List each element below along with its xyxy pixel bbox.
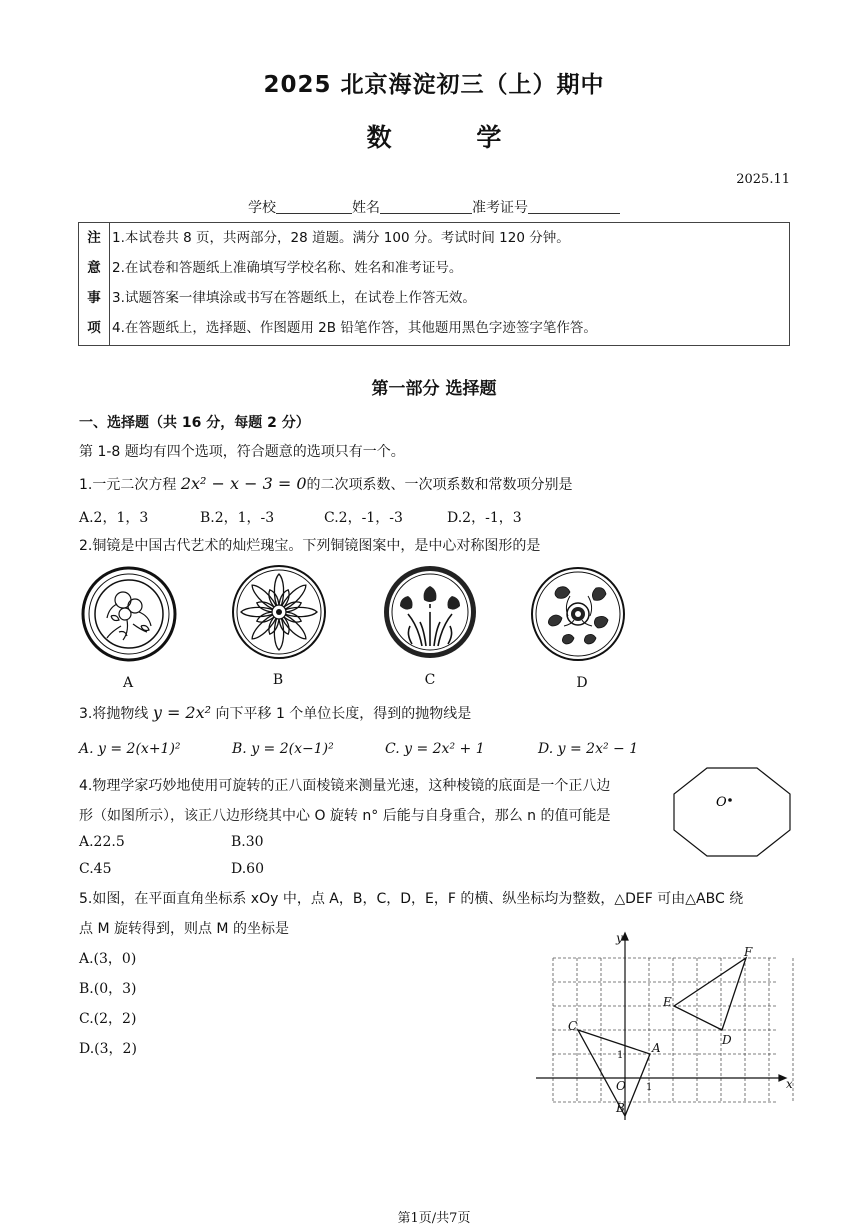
note-item: 2.在试卷和答题纸上准确填写学校名称、姓名和准考证号。 xyxy=(112,260,463,276)
y-unit-label: 1 xyxy=(617,1050,624,1061)
q4-option-d[interactable]: D.60 xyxy=(231,861,264,877)
point-c-label: C xyxy=(568,1019,578,1033)
q5-option-b[interactable]: B.(0，3) xyxy=(79,981,137,997)
point-f-label: F xyxy=(744,945,753,959)
y-axis-label: y xyxy=(616,931,623,945)
notes-side-char: 项 xyxy=(87,320,101,336)
page-footer: 第1页/共7页 xyxy=(397,1211,471,1226)
notes-body xyxy=(110,223,790,346)
q1-suffix: 的二次项系数、一次项系数和常数项分别是 xyxy=(306,477,573,493)
q1-option-c[interactable]: C.2，-1，-3 xyxy=(324,510,403,526)
point-d-label: D xyxy=(722,1033,732,1047)
section-note: 第 1-8 题均有四个选项，符合题意的选项只有一个。 xyxy=(79,444,405,460)
x-unit-label: 1 xyxy=(646,1082,653,1093)
octagon-center-label: O xyxy=(716,795,727,810)
q5-option-d[interactable]: D.(3，2) xyxy=(79,1041,137,1057)
mirror-a-image[interactable] xyxy=(81,566,177,662)
q1-option-d[interactable]: D.2，-1，3 xyxy=(447,510,522,526)
part-title: 第一部分 选择题 xyxy=(371,379,497,399)
q3-option-d[interactable]: D. y = 2x² − 1 xyxy=(538,741,639,757)
coordinate-grid-figure xyxy=(536,930,792,1122)
question-5-line-2: 点 M 旋转得到，则点 M 的坐标是 xyxy=(79,921,289,937)
note-item: 1.本试卷共 8 页，共两部分，28 道题。满分 100 分。考试时间 120 分钟。 xyxy=(112,230,570,246)
mirror-b-label[interactable]: B xyxy=(272,672,284,688)
mirror-b-image[interactable] xyxy=(231,564,327,660)
name-label: 姓名 xyxy=(352,200,380,216)
mirror-c-image[interactable] xyxy=(382,564,478,660)
exam-date: 2025.11 xyxy=(736,172,790,187)
q3-option-b[interactable]: B. y = 2(x−1)² xyxy=(232,741,334,757)
origin-label: O xyxy=(616,1079,626,1093)
q1-option-b[interactable]: B.2，1，-3 xyxy=(200,510,275,526)
name-blank[interactable] xyxy=(380,199,472,214)
exam-id-blank[interactable] xyxy=(528,199,620,214)
q5-option-a[interactable]: A.(3，0) xyxy=(79,951,137,967)
octagon-figure xyxy=(672,766,792,858)
q5-option-c[interactable]: C.(2，2) xyxy=(79,1011,137,1027)
question-4-line-2: 形（如图所示），该正八边形绕其中心 O 旋转 n° 后能与自身重合，那么 n 的值可能是 xyxy=(79,808,611,824)
mirror-a-label[interactable]: A xyxy=(122,675,134,691)
notes-box xyxy=(78,222,790,346)
q4-option-a[interactable]: A.22.5 xyxy=(79,834,125,850)
q1-option-a[interactable]: A.2，1，3 xyxy=(79,510,149,526)
exam-title: 2025 北京海淀初三（上）期中 xyxy=(263,72,605,98)
q3-option-a[interactable]: A. y = 2(x+1)² xyxy=(79,741,181,757)
exam-id-label: 准考证号 xyxy=(472,200,528,216)
school-blank[interactable] xyxy=(276,199,352,214)
triangle-abc xyxy=(578,1030,653,1116)
q3-prefix: 3.将抛物线 xyxy=(79,706,153,722)
note-item: 3.试题答案一律填涂或书写在答题纸上，在试卷上作答无效。 xyxy=(112,290,476,306)
student-info-fields xyxy=(0,197,868,217)
notes-side-char: 注 xyxy=(87,230,101,246)
q4-option-b[interactable]: B.30 xyxy=(231,834,264,850)
question-2-stem: 2.铜镜是中国古代艺术的灿烂瑰宝。下列铜镜图案中，是中心对称图形的是 xyxy=(79,538,541,554)
school-label: 学校 xyxy=(248,200,276,216)
question-3-stem xyxy=(79,703,471,723)
q3-option-c[interactable]: C. y = 2x² + 1 xyxy=(385,741,485,757)
q1-equation: 2x² − x − 3 = 0 xyxy=(180,474,307,493)
question-1-stem xyxy=(79,474,573,494)
point-e-label: E xyxy=(663,995,672,1009)
mirror-c-label[interactable]: C xyxy=(424,672,436,688)
notes-side-char: 事 xyxy=(87,290,101,306)
triangle-def xyxy=(674,958,746,1030)
question-4-line-1: 4.物理学家巧妙地使用可旋转的正八面棱镜来测量光速，这种棱镜的底面是一个正八边 xyxy=(79,778,611,794)
point-b-label: B xyxy=(616,1101,625,1115)
q3-suffix: 向下平移 1 个单位长度，得到的抛物线是 xyxy=(211,706,472,722)
notes-side-label xyxy=(79,223,110,346)
q4-option-c[interactable]: C.45 xyxy=(79,861,112,877)
mirror-d-label[interactable]: D xyxy=(576,675,588,691)
q1-prefix: 1.一元二次方程 xyxy=(79,477,181,493)
subject-title: 数 学 xyxy=(366,123,540,152)
section-title: 一、选择题（共 16 分，每题 2 分） xyxy=(79,415,310,431)
x-axis-label: x xyxy=(786,1077,793,1091)
notes-side-char: 意 xyxy=(87,260,101,276)
mirror-d-image[interactable] xyxy=(530,566,626,662)
q3-equation: y = 2x² xyxy=(152,703,212,722)
note-item: 4.在答题纸上，选择题、作图题用 2B 铅笔作答，其他题用黑色字迹签字笔作答。 xyxy=(112,320,597,336)
question-5-line-1: 5.如图，在平面直角坐标系 xOy 中，点 A，B，C，D，E，F 的横、纵坐标均为整数，△DEF 可由△ABC 绕 xyxy=(79,891,744,907)
point-a-label: A xyxy=(652,1041,661,1055)
